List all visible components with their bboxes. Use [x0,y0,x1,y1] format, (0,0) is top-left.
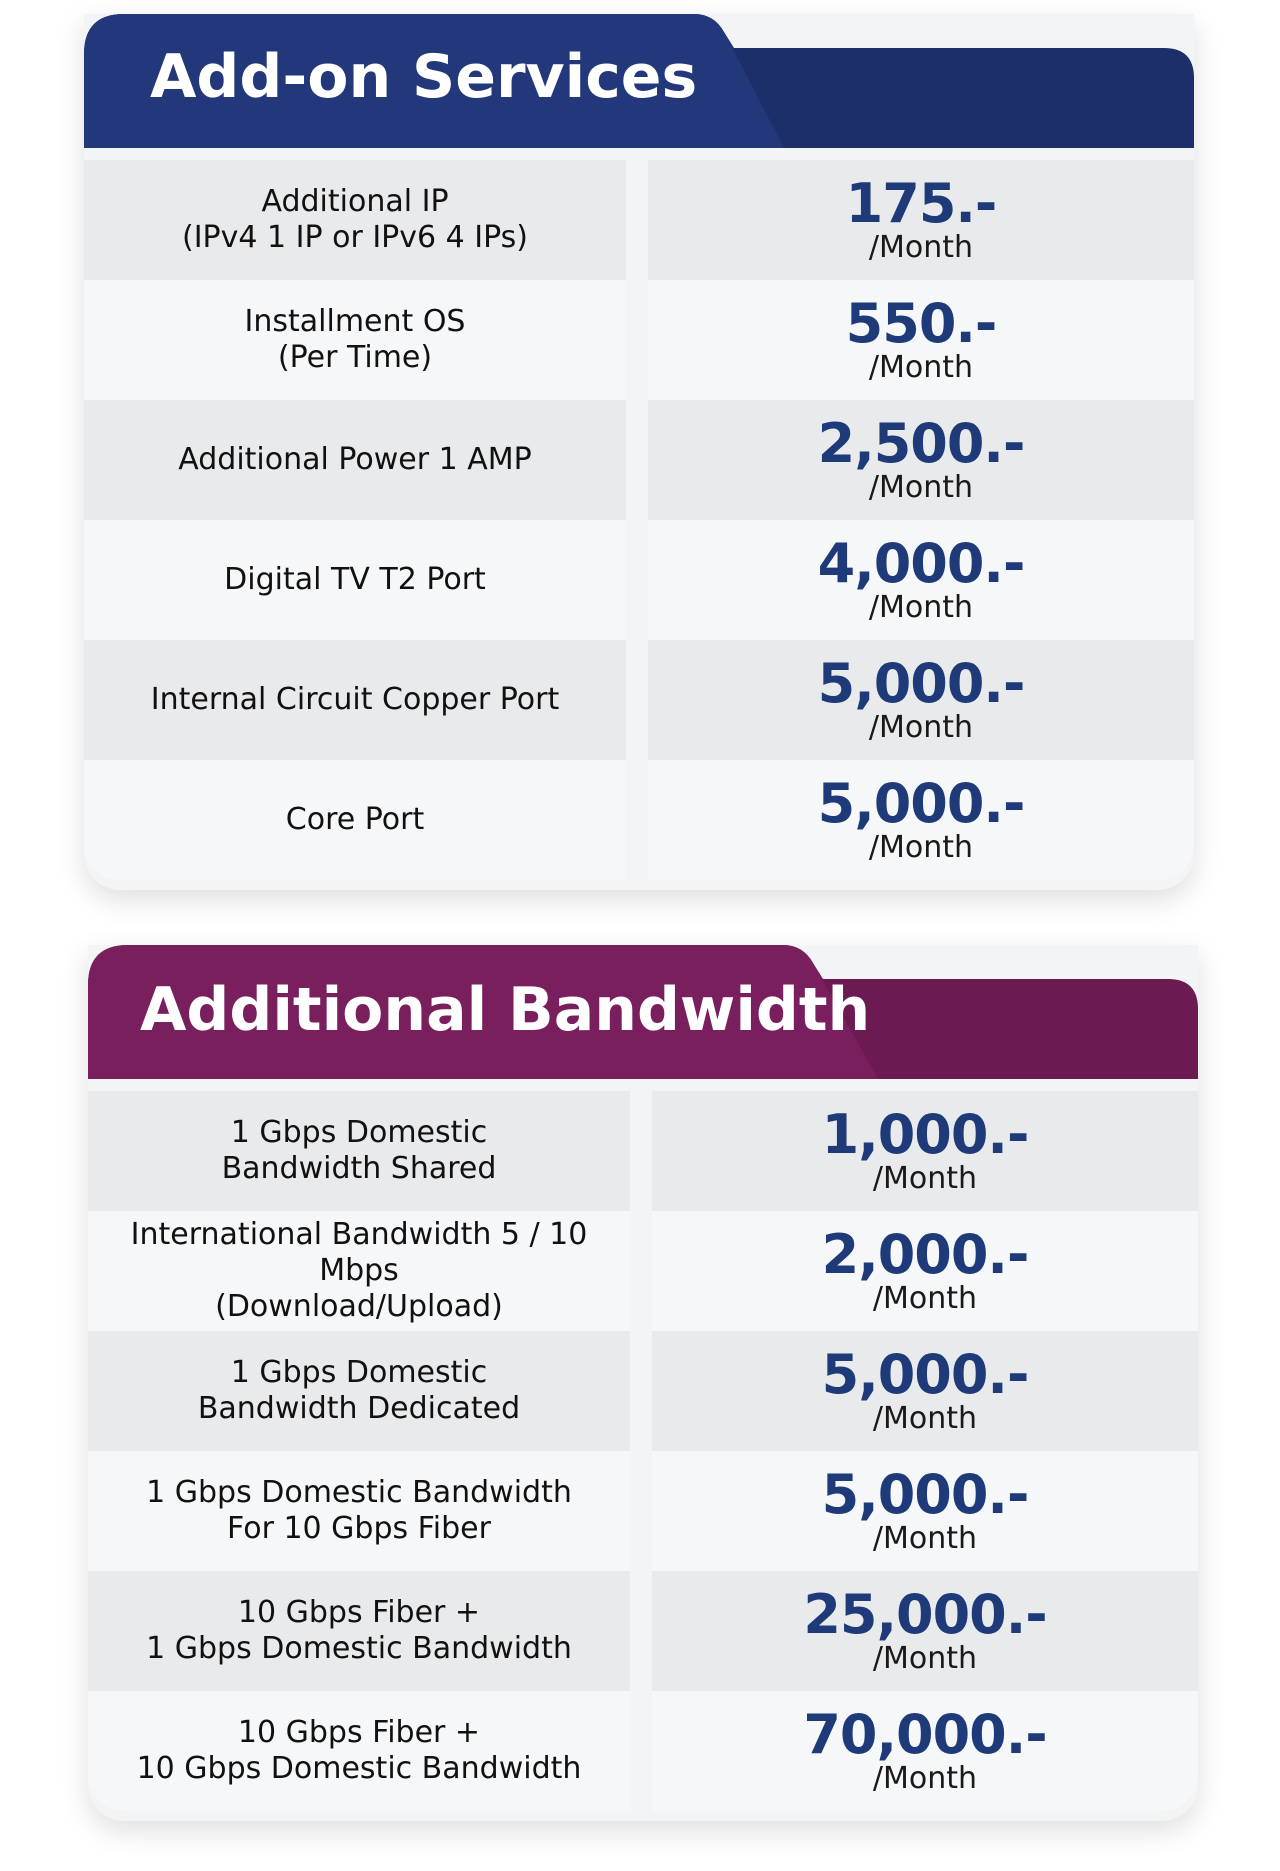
addon-services-header [84,14,1194,148]
addon-row [84,520,1194,640]
column-divider [626,160,648,280]
bandwidth-row [88,1571,1198,1691]
addon-services-card [84,14,1194,890]
bandwidth-price-cell [652,1091,1198,1211]
additional-bandwidth-card [88,945,1198,1821]
bandwidth-service-label: 10 Gbps Fiber + 1 Gbps Domestic Bandwidth [88,1571,630,1691]
price-unit: /Month [868,350,974,385]
column-divider [626,760,648,880]
bandwidth-price-cell [652,1331,1198,1451]
bandwidth-service-label: 1 Gbps Domestic Bandwidth Dedicated [88,1331,630,1451]
addon-service-label: Internal Circuit Copper Port [84,640,626,760]
addon-row [84,160,1194,280]
bandwidth-service-label: 10 Gbps Fiber + 10 Gbps Domestic Bandwidth [88,1691,630,1811]
price-amount: 70,000.- [803,1703,1047,1766]
column-divider [626,280,648,400]
price-amount: 175.- [845,172,997,235]
addon-row [84,760,1194,880]
column-divider [630,1331,652,1451]
price-amount: 2,000.- [821,1223,1029,1286]
addon-price-cell [648,160,1194,280]
bandwidth-price-cell [652,1211,1198,1331]
price-unit: /Month [868,230,974,265]
bandwidth-row [88,1211,1198,1331]
bandwidth-service-label: International Bandwidth 5 / 10 Mbps (Download/Upload) [88,1211,630,1331]
bandwidth-row [88,1331,1198,1451]
column-divider [630,1211,652,1331]
additional-bandwidth-header [88,945,1198,1079]
addon-row [84,400,1194,520]
addon-service-label: Additional IP (IPv4 1 IP or IPv6 4 IPs) [84,160,626,280]
bandwidth-row [88,1091,1198,1211]
column-divider [630,1691,652,1811]
price-amount: 1,000.- [821,1103,1029,1166]
price-unit: /Month [872,1161,978,1196]
price-unit: /Month [872,1281,978,1316]
price-unit: /Month [868,590,974,625]
addon-service-label: Core Port [84,760,626,880]
column-divider [630,1451,652,1571]
price-amount: 5,000.- [821,1343,1029,1406]
additional-bandwidth-table [88,1091,1198,1811]
price-unit: /Month [868,830,974,865]
price-unit: /Month [872,1521,978,1556]
price-unit: /Month [872,1641,978,1676]
addon-service-label: Installment OS (Per Time) [84,280,626,400]
price-amount: 5,000.- [817,772,1025,835]
column-divider [626,640,648,760]
price-amount: 2,500.- [817,412,1025,475]
bandwidth-price-cell [652,1691,1198,1811]
bandwidth-price-cell [652,1571,1198,1691]
additional-bandwidth-title: Additional Bandwidth [140,975,871,1045]
bandwidth-service-label: 1 Gbps Domestic Bandwidth Shared [88,1091,630,1211]
bandwidth-price-cell [652,1451,1198,1571]
price-amount: 550.- [845,292,997,355]
bandwidth-row [88,1451,1198,1571]
price-amount: 25,000.- [803,1583,1047,1646]
column-divider [626,400,648,520]
price-amount: 4,000.- [817,532,1025,595]
addon-service-label: Additional Power 1 AMP [84,400,626,520]
addon-row [84,280,1194,400]
price-amount: 5,000.- [817,652,1025,715]
addon-price-cell [648,760,1194,880]
bandwidth-row [88,1691,1198,1811]
price-unit: /Month [868,470,974,505]
addon-price-cell [648,520,1194,640]
addon-price-cell [648,280,1194,400]
price-unit: /Month [868,710,974,745]
addon-price-cell [648,640,1194,760]
addon-service-label: Digital TV T2 Port [84,520,626,640]
price-unit: /Month [872,1761,978,1796]
addon-row [84,640,1194,760]
addon-services-title: Add-on Services [150,42,698,112]
price-unit: /Month [872,1401,978,1436]
price-amount: 5,000.- [821,1463,1029,1526]
bandwidth-service-label: 1 Gbps Domestic Bandwidth For 10 Gbps Fiber [88,1451,630,1571]
addon-price-cell [648,400,1194,520]
addon-services-table [84,160,1194,880]
column-divider [630,1091,652,1211]
column-divider [630,1571,652,1691]
column-divider [626,520,648,640]
